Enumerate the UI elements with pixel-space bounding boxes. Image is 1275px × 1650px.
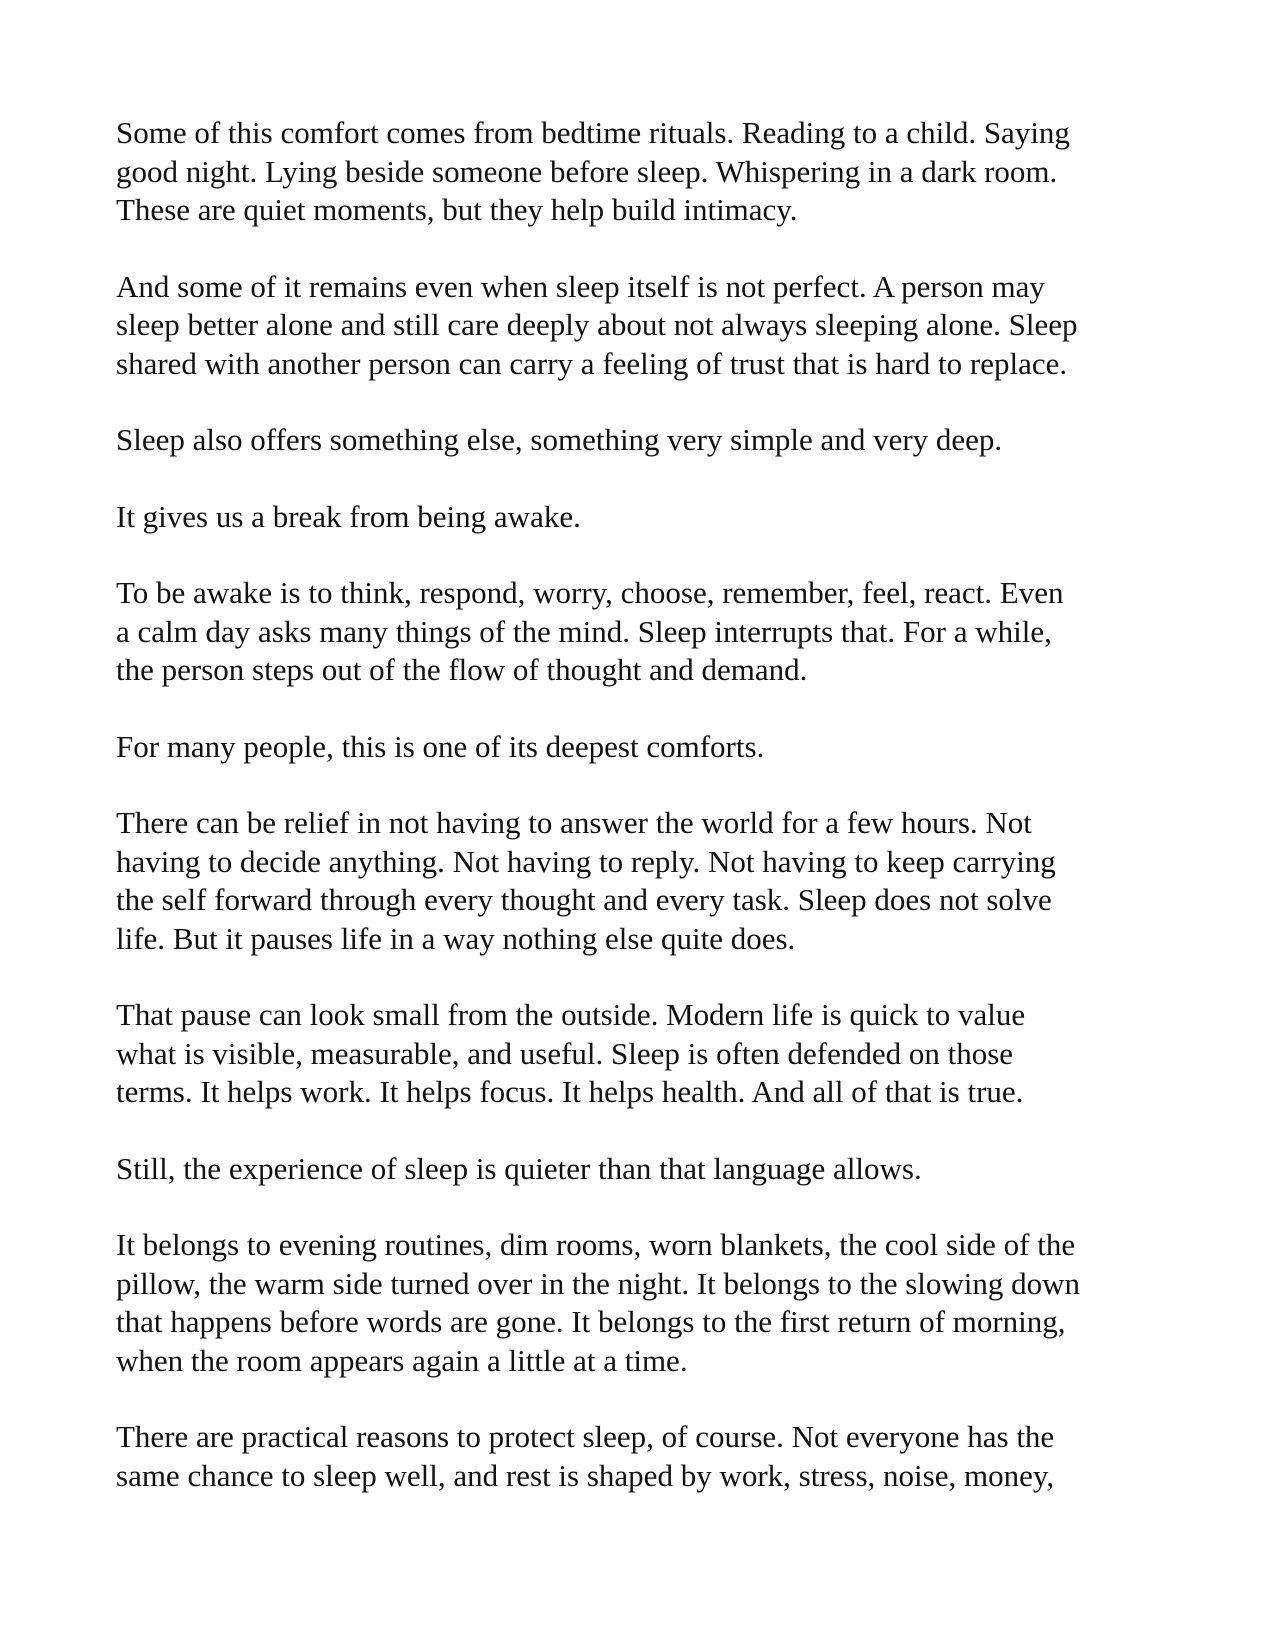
paragraph [116, 268, 1176, 384]
paragraph [116, 114, 1176, 230]
text-line: good night. Lying beside someone before sleep. Whispering in a dark room. [116, 153, 1058, 189]
text-line: having to decide anything. Not having to reply. Not having to keep carrying [116, 843, 1056, 879]
paragraph [116, 1418, 1176, 1495]
text-line: Some of this comfort comes from bedtime rituals. Reading to a child. Saying [116, 115, 1070, 150]
text-line: terms. It helps work. It helps focus. It helps health. And all of that is true. [116, 1074, 1024, 1109]
paragraph [116, 996, 1176, 1112]
text-line: Still, the experience of sleep is quieter than that language allows. [116, 1150, 922, 1186]
text-line: It gives us a break from being awake. [116, 498, 581, 534]
text-line: That pause can look small from the outside. Modern life is quick to value [116, 997, 1026, 1032]
paragraph [116, 804, 1176, 958]
text-line: There are practical reasons to protect sleep, of course. Not everyone has the [116, 1419, 1055, 1454]
paragraph [116, 498, 1176, 537]
text-line: pillow, the warm side turned over in the night. It belongs to the slowing down [116, 1265, 1081, 1301]
text-line: the self forward through every thought and every task. Sleep does not solve [116, 882, 1052, 917]
paragraph [116, 728, 1176, 767]
text-line: when the room appears again a little at a time. [116, 1342, 688, 1378]
text-line: For many people, this is one of its deepest comforts. [116, 728, 765, 764]
text-line: the person steps out of the flow of thought and demand. [116, 652, 808, 687]
text-line: There can be relief in not having to answer the world for a few hours. Not [116, 805, 1032, 840]
paragraph [116, 1226, 1176, 1380]
text-line: same chance to sleep well, and rest is shaped by work, stress, noise, money, [116, 1457, 1055, 1493]
text-line: a calm day asks many things of the mind. Sleep interrupts that. For a while, [116, 613, 1052, 649]
paragraph [116, 421, 1176, 460]
paragraph [116, 1150, 1176, 1189]
text-line: life. But it pauses life in a way nothing else quite does. [116, 920, 796, 956]
text-line: Sleep also offers something else, something very simple and very deep. [116, 422, 1003, 457]
text-line: These are quiet moments, but they help build intimacy. [116, 192, 798, 227]
paragraph [116, 574, 1176, 690]
document-body [116, 114, 1176, 1533]
text-line: And some of it remains even when sleep itself is not perfect. A person may [116, 268, 1045, 304]
text-line: It belongs to evening routines, dim rooms, worn blankets, the cool side of the [116, 1227, 1076, 1262]
text-line: that happens before words are gone. It belongs to the first return of morning, [116, 1304, 1066, 1339]
text-line: sleep better alone and still care deeply about not always sleeping alone. Sleep [116, 307, 1078, 342]
text-line: shared with another person can carry a feeling of trust that is hard to replace. [116, 345, 1068, 381]
text-line: To be awake is to think, respond, worry, choose, remember, feel, react. Even [116, 575, 1064, 610]
text-line: what is visible, measurable, and useful. Sleep is often defended on those [116, 1035, 1014, 1071]
